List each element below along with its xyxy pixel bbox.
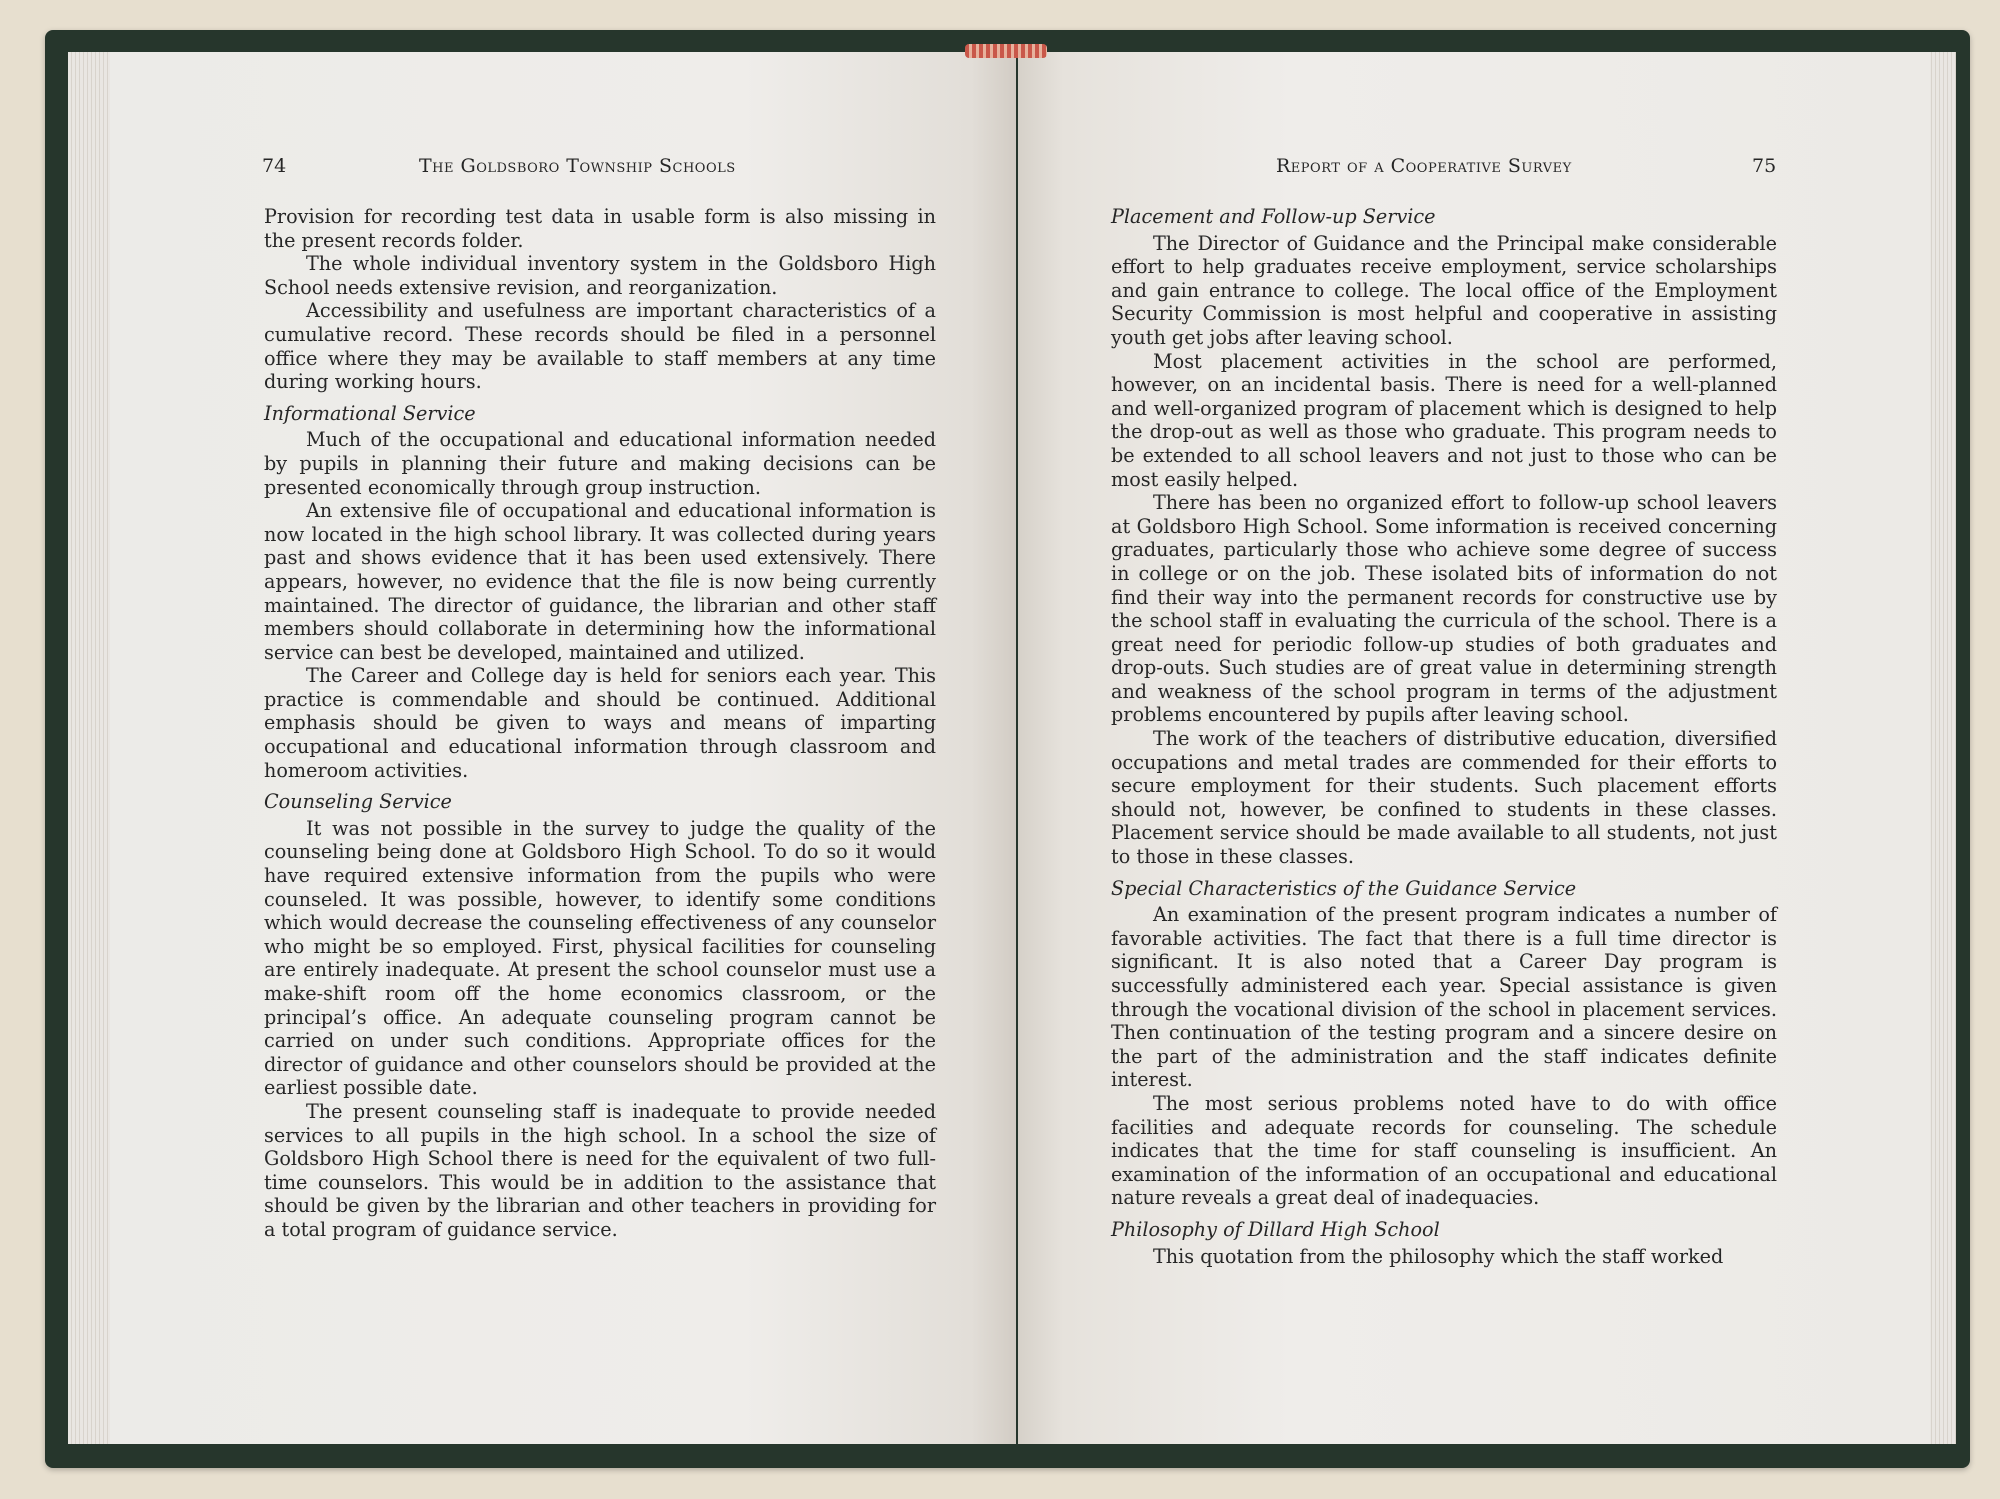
page-edges-right (1928, 52, 1956, 1444)
body-text (1111, 205, 1777, 1268)
paragraph: Accessibility and usefulness are important characteristics of a cumulative record. These records should be filed in a personnel office where they may be available to staff members at any time during working hours. (264, 299, 936, 394)
paragraph: Much of the occupational and educational information needed by pupils in planning their future and making decisions can be presented economically through group instruction. (264, 428, 936, 499)
paragraph: An extensive file of occupational and educational information is now located in the high school library. It was collected during years past and shows evidence that it has been used extensively. There appears, however, no evidence that the file is now being currently maintained. The director of guidance, the librarian and other staff members should collaborate in determining how the informational service can best be developed, maintained and utilized. (264, 499, 936, 664)
right-page (1018, 52, 1930, 1444)
body-text (264, 205, 936, 1242)
page-number: 74 (262, 155, 287, 177)
section-heading: Special Characteristics of the Guidance Service (1111, 876, 1577, 900)
section-heading: Informational Service (264, 401, 476, 425)
paragraph: The Director of Guidance and the Principal make considerable effort to help graduates receive employment, service scholarships and gain entrance to college. The local office of the Employment Security Commission is most helpful and cooperative in assisting youth get jobs after leaving school. (1111, 231, 1777, 349)
paragraph: The present counseling staff is inadequate to provide needed services to all pupils in the high school. In a school the size of Goldsboro High School there is need for the equivalent of two full-time counselors. This would be in addition to the assistance that should be given by the librarian and other teachers in providing for a total program of guidance service. (264, 1099, 936, 1241)
paragraph: Provision for recording test data in usable form is also missing in the present records folder. (264, 205, 936, 252)
paragraph: The Career and College day is held for seniors each year. This practice is commendable and should be continued. Additional emphasis should be given to ways and means of imparting occupational and educational information through classroom and homeroom activities. (264, 664, 936, 782)
paragraph: This quotation from the philosophy which the staff worked (1153, 1244, 1724, 1268)
section-heading: Philosophy of Dillard High School (1111, 1217, 1440, 1241)
paragraph: It was not possible in the survey to judge the quality of the counseling being done at Goldsboro High School. To do so it would have required extensive information from the pupils who were counseled. It was possible, however, to identify some conditions which would decrease the counseling effectiveness of any counselor who might be so employed. First, physical facilities for counseling are entirely inadequate. At present the school counselor must use a make-shift room off the home economics classroom, or the principal’s office. An adequate counseling program cannot be carried on under such conditions. Appropriate offices for the director of guidance and other counselors should be provided at the earliest possible date. (264, 816, 936, 1100)
paragraph: An examination of the present program indicates a number of favorable activities. The fact that there is a full time director is significant. It is also noted that a Career Day program is successfully administered each year. Special assistance is given through the vocational division of the school in placement services. Then continuation of the testing program and a sincere desire on the part of the administration and the staff indicates definite interest. (1111, 903, 1777, 1092)
paragraph: Most placement activities in the school are performed, however, on an incidental basis. There is need for a well-planned and well-organized program of placement which is designed to help the drop-out as well as those who graduate. This program needs to be extended to all school leavers and not just to those who can be most easily helped. (1111, 349, 1777, 491)
section-heading: Counseling Service (264, 790, 452, 814)
paragraph: The most serious problems noted have to do with office facilities and adequate records for counseling. The schedule indicates that the time for staff counseling is insufficient. An examination of the information of an occupational and educational nature reveals a great deal of inadequacies. (1111, 1091, 1777, 1210)
running-header: Report of a Cooperative Survey (1276, 155, 1572, 177)
page-number: 75 (1752, 155, 1777, 177)
paragraph: The work of the teachers of distributive education, diversified occupations and metal trades are commended for their efforts to secure employment for their students. Such placement efforts should not, however, be confined to students in these classes. Placement service should be made available to all students, not just to those in these classes. (1111, 727, 1777, 869)
spine-headband (965, 44, 1047, 58)
running-header: The Goldsboro Township Schools (419, 155, 736, 177)
left-page (110, 52, 1016, 1444)
paragraph: There has been no organized effort to follow-up school leavers at Goldsboro High School. Some information is received concerning graduates, particularly those who achieve some degree of success in college or on the job. These isolated bits of information do not find their way into the permanent records for constructive use by the school staff in evaluating the curricula of the school. There is a great need for periodic follow-up studies of both graduates and drop-outs. Such studies are of great value in determining strength and weakness of the school program in terms of the adjustment problems encountered by pupils after leaving school. (1111, 491, 1777, 727)
paragraph: The whole individual inventory system in the Goldsboro High School needs extensive revision, and reorganization. (264, 252, 936, 299)
section-heading: Placement and Follow-up Service (1111, 205, 1436, 228)
